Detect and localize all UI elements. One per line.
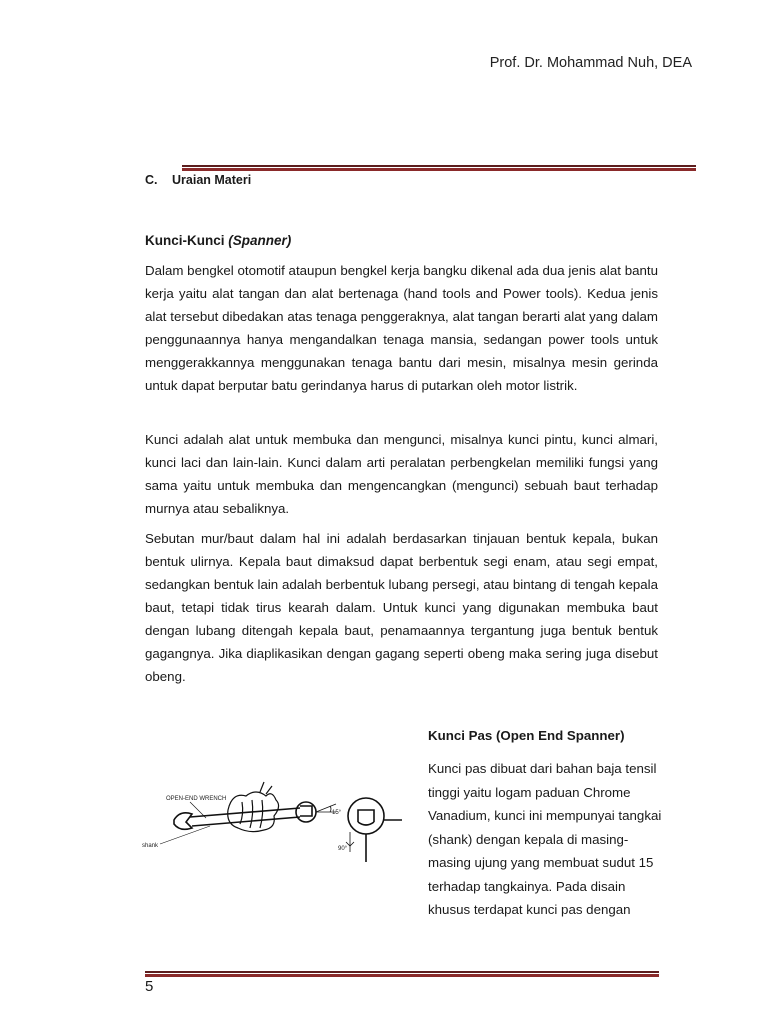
hand-drawing [228,782,279,832]
paragraph-3: Sebutan mur/baut dalam hal ini adalah berdasarkan tinjauan bentuk kepala, bukan bentuk ulirnya. Kepala baut dimaksud dapat berbentuk segi enam, atau segi empat, sedangkan bentuk lain adalah berbentuk lubang persegi, atau bintang di tengah kepala baut, tetapi tidak tirus kearah dalam. Untuk kunci yang digunakan membuka baut dengan lubang ditengah kepala baut, penamaannya tergantung juga bentuk bentuk gagangnya. Jika diaplikasikan dengan gagang seperti obeng maka sering juga disebut obeng. [145,531,658,684]
header-author: Prof. Dr. Mohammad Nuh, DEA [489,55,692,71]
spanner-illustration [140,770,410,870]
wrench-label: OPEN-END WRENCH [166,796,227,802]
wrench-left [174,802,316,829]
kunci-pas-heading: Kunci Pas (Open End Spanner) [428,728,625,743]
section-title: Uraian Materi [172,173,252,187]
header-divider [182,165,696,171]
kunci-pas-text: Kunci pas dibuat dari bahan baja tensil tinggi yaitu logam paduan Chrome Vanadium, kunci ini mempunyai tangkai (shank) dengan kepala di masing-masing ujung yang membuat sudut 15 terhadap tangkainya. Pada disain khusus terdapat kunci pas dengan [428,761,662,917]
footer-divider [145,971,659,977]
angle-marker-90 [346,832,354,852]
paragraph-1: Dalam bengkel otomotif ataupun bengkel kerja bangku dikenal ada dua jenis alat bantu kerja yaitu alat tangan dan alat bertenaga (hand tools and Power tools). Kedua jenis alat tersebut dibedakan atas tenaga penggeraknya, alat tangan berarti alat yang dalam penggunaannya hanya mengandalkan tenaga mansia, sedangan power tools untuk menggerakkannya menggunakan tenaga bantu dari mesin, misalnya mesin gerinda untuk dapat berputar batu gerindanya harus di putarkan oleh motor listrik. [145,263,658,393]
angle-label-small: 15° [332,810,342,816]
shank-label: shank [142,843,159,849]
wrench-right [348,798,402,862]
section-heading [145,173,251,187]
subsection-heading [145,233,291,248]
subsection-title: Kunci-Kunci [145,233,229,248]
angle-label-large: 90° [338,846,348,852]
subsection-title-italic: (Spanner) [228,233,292,248]
paragraph-2: Kunci adalah alat untuk membuka dan mengunci, misalnya kunci pintu, kunci almari, kunci laci dan lain-lain. Kunci dalam arti peralatan perbengkelan memiliki fungsi yang sama yaitu untuk membuka dan mengencangkan (mengunci) sebuah baut terhadap murnya atau sebaliknya. [145,432,658,516]
page-number: 5 [145,978,154,995]
section-letter: C. [145,173,158,187]
